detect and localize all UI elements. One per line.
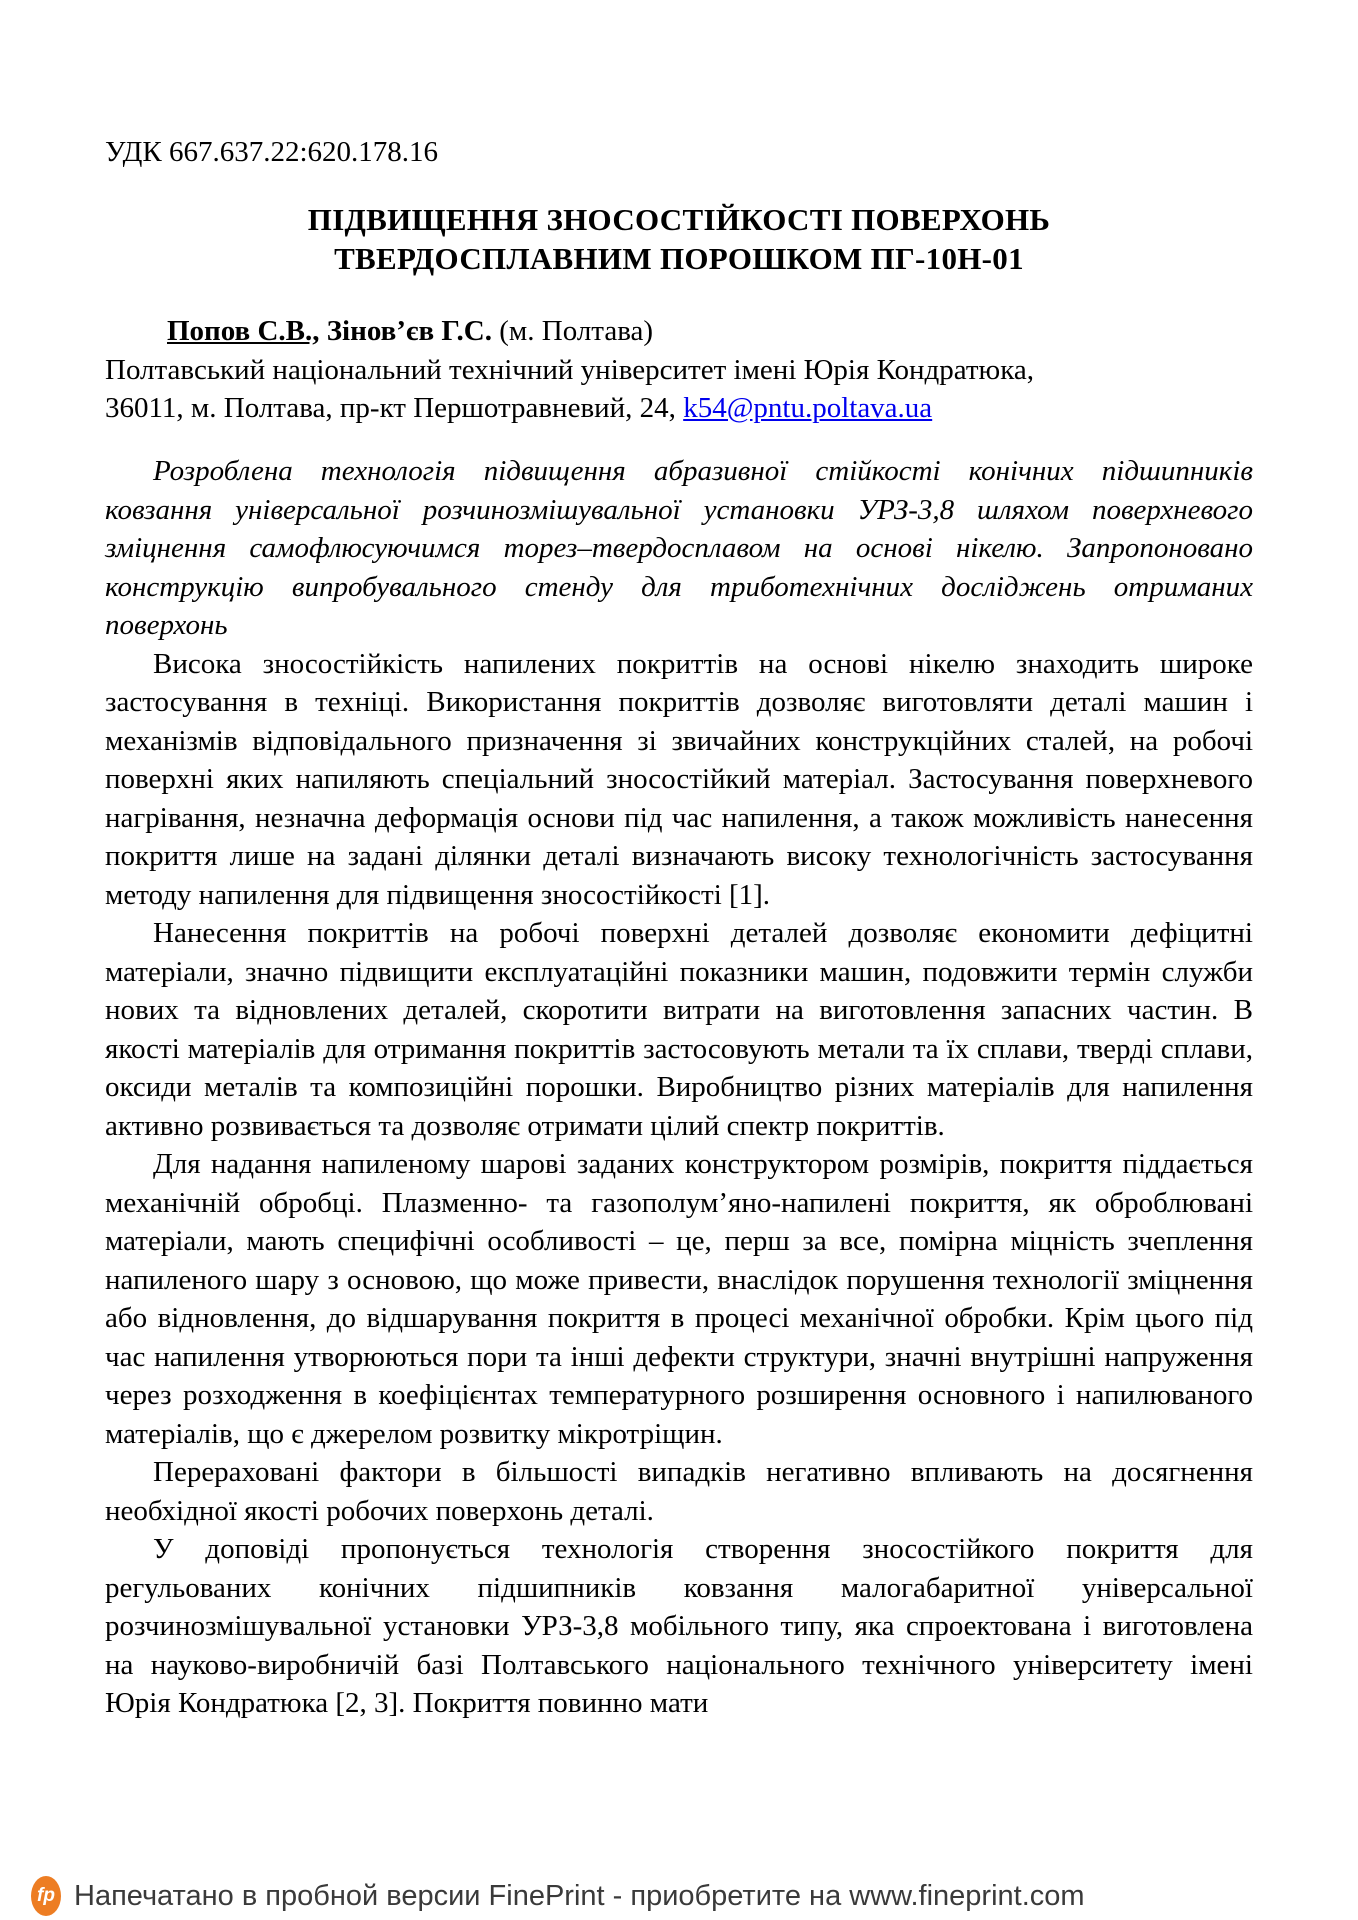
fineprint-logo-text: fp bbox=[37, 1885, 55, 1906]
author-zinoviev: Зінов’єв Г.С. bbox=[319, 315, 492, 347]
body-paragraph-2: Нанесення покриттів на робочі поверхні деталей дозволяє економити дефіцитні матеріали, значно підвищити експлуатаційні показники машин, подовжити термін служби нових та відновлених деталей, скоротити витрати на виготовлення запасних частин. В якості матеріалів для отримання покриттів застосовують метали та їх сплави, тверді сплави, оксиди металів та композиційні порошки. Виробництво різних матеріалів для напилення активно розвивається та дозволяє отримати цілий спектр покриттів. bbox=[105, 917, 1253, 1142]
body-paragraph-5: У доповіді пропонується технологія створення зносостійкого покриття для регульованих конічних підшипників ковзання малогабаритної універсальної розчинозмішувальної установки УРЗ-3,8 мобільного типу, яка спроектована і виготовлена на науково-виробничій базі Полтавського національного технічного університету імені Юрія Кондратюка [2, 3]. Покриття повинно мати bbox=[105, 1533, 1253, 1719]
address-line bbox=[105, 389, 1253, 427]
authors-location: (м. Полтава) bbox=[492, 315, 654, 347]
fineprint-logo-icon bbox=[31, 1876, 61, 1916]
address-text: 36011, м. Полтава, пр-кт Першотравневий, 24, bbox=[105, 392, 684, 424]
article-body bbox=[105, 452, 1253, 1723]
paper-title-line2: ТВЕРДОСПЛАВНИМ ПОРОШКОМ ПГ-10Н-01 bbox=[334, 241, 1024, 276]
body-paragraph-4: Перераховані фактори в більшості випадків негативно впливають на досягнення необхідної якості робочих поверхонь деталі. bbox=[105, 1456, 1253, 1527]
paper-title-line1: ПІДВИЩЕННЯ ЗНОСОСТІЙКОСТІ ПОВЕРХОНЬ bbox=[307, 202, 1051, 237]
fineprint-trial-text: Напечатано в пробной версии FinePrint - приобретите на www.fineprint.com bbox=[74, 1879, 1085, 1912]
abstract-paragraph: Розроблена технологія підвищення абразивної стійкості конічних підшипників ковзання універсальної розчинозмішувальної установки УРЗ-3,8 шляхом поверхневого зміцнення самофлюсуючимся торез–твердосплавом на основі нікелю. Запропоновано конструкцію випробувального стенду для триботехнічних досліджень отриманих поверхонь bbox=[105, 455, 1253, 641]
author-popov: Попов С.В., bbox=[167, 315, 320, 347]
body-paragraph-3: Для надання напиленому шарові заданих конструктором розмірів, покриття піддається механічній обробці. Плазменно- та газополум’яно-напилені покриття, як оброблювані матеріали, мають специфічні особливості – це, перш за все, помірна міцність зчеплення напиленого шару з основою, що може привести, внаслідок порушення технології зміцнення або відновлення, до відшарування покриття в процесі механічної обробки. Крім цього під час напилення утворюються пори та інші дефекти структури, значні внутрішні напруження через розходження в коефіцієнтах температурного розширення основного і напилюваного матеріалів, що є джерелом розвитку мікротріщин. bbox=[105, 1148, 1253, 1450]
affiliation-line: Полтавський національний технічний університет імені Юрія Кондратюка, bbox=[105, 354, 1034, 386]
body-paragraph-1: Висока зносостійкість напилених покриттів на основі нікелю знаходить широке застосування в техніці. Використання покриттів дозволяє виготовляти деталі машин і механізмів відповідального призначення зі звичайних конструкційних сталей, на робочі поверхні яких напиляють спеціальний зносостійкий матеріал. Застосування поверхневого нагрівання, незначна деформація основи під час напилення, а також можливість нанесення покриття лише на задані ділянки деталі визначають високу технологічність застосування методу напилення для підвищення зносостійкості [1]. bbox=[105, 647, 1253, 911]
authors-line bbox=[105, 312, 1253, 350]
paper-title bbox=[105, 200, 1253, 278]
fineprint-watermark bbox=[31, 1876, 1085, 1916]
udc-number: УДК 667.637.22:620.178.16 bbox=[105, 136, 439, 168]
email-link[interactable]: k54@pntu.poltava.ua bbox=[683, 392, 933, 424]
